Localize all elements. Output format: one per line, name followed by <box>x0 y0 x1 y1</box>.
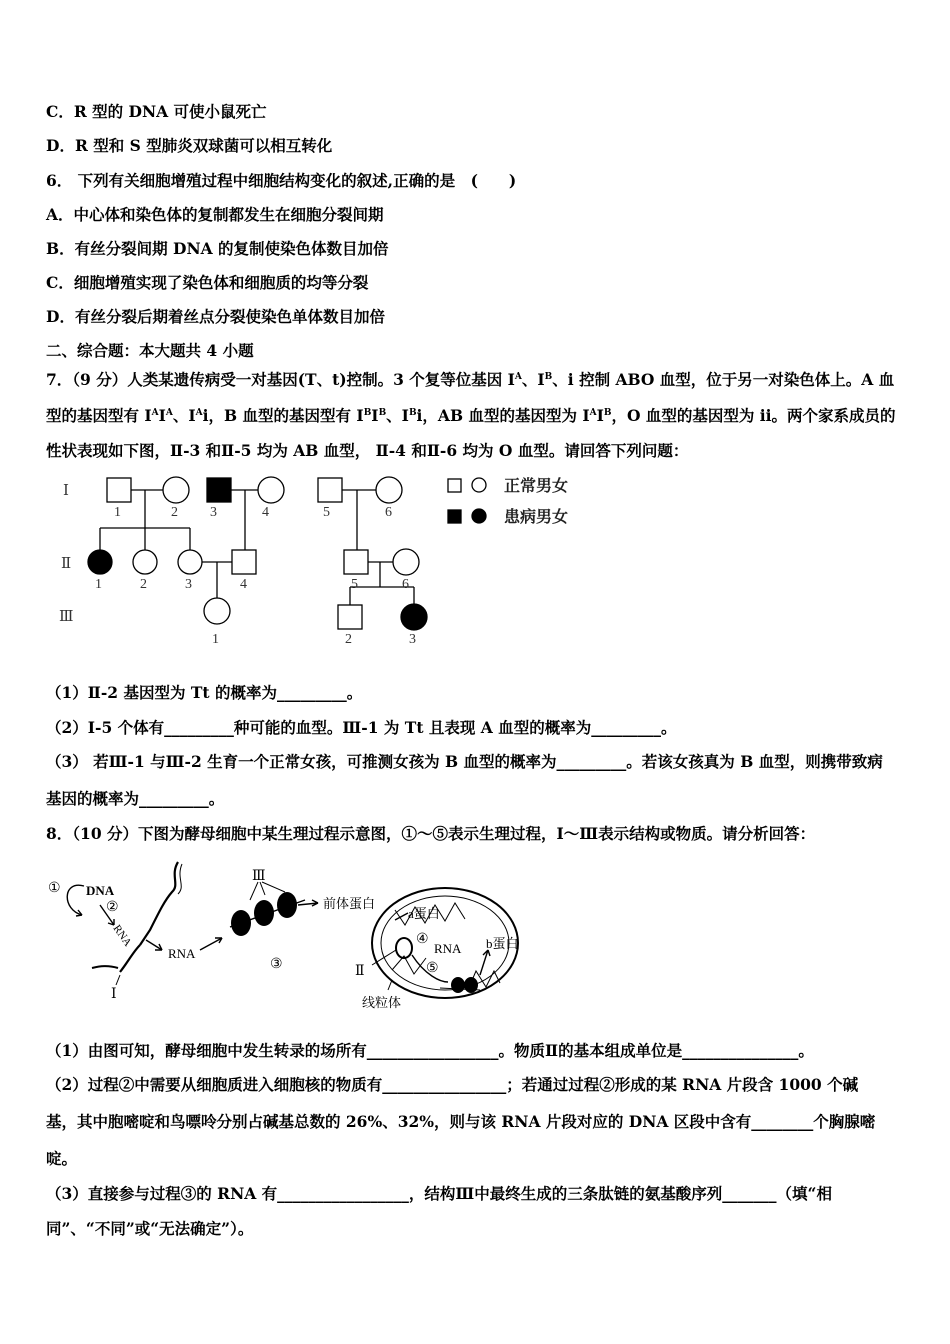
pedigree-II3-female <box>178 550 202 574</box>
label-I6: 6 <box>385 505 392 520</box>
mrna-strand <box>140 862 178 945</box>
process-1-label: ① <box>48 881 61 896</box>
label-II5: 5 <box>351 577 358 592</box>
q8-stem: 8．（10 分）下图为酵母细胞中某生理过程示意图，①～⑤表示生理过程，Ⅰ～Ⅲ表示结构或物质。请分析回答： <box>46 824 816 843</box>
process-3-label: ③ <box>270 957 283 972</box>
q8-sub2-line1: （2）过程②中需要从细胞质进入细胞核的物质有________________；若通过过程②形成的某 RNA 片段含 1000 个碱 <box>46 1075 859 1094</box>
pedigree-I1-male <box>107 478 131 502</box>
label-I4: 4 <box>262 505 269 520</box>
pedigree-I4-female <box>258 477 284 503</box>
q8-sub2-line3: 啶。 <box>46 1149 78 1168</box>
ribosome <box>277 892 297 918</box>
yeast-process-diagram <box>45 855 545 1015</box>
q7-sub3-line1: （3） 若Ⅲ-1 与Ⅲ-2 生育一个正常女孩，可推测女孩为 B 血型的概率为_________。若该女孩真为 B 血型，则携带致病 <box>46 752 883 771</box>
mito-rna-label: RNA <box>434 941 462 956</box>
legend-normal-label: 正常男女 <box>504 478 569 495</box>
pedigree-III3-affected-female <box>401 604 427 630</box>
generation-I-label: Ⅰ <box>63 483 69 499</box>
generation-II-label: Ⅱ <box>61 556 72 572</box>
label-II2: 2 <box>140 577 147 592</box>
q7-line3: 性状表现如下图，Ⅱ-3 和Ⅱ-5 均为 AB 血型， Ⅱ-4 和Ⅱ-6 均为 O 血型。请回答下列问题： <box>46 441 689 460</box>
pedigree-II6-female <box>393 549 419 575</box>
pedigree-II4-male <box>232 550 256 574</box>
process-5-label: ⑤ <box>426 961 439 976</box>
label-III2: 2 <box>345 632 352 647</box>
q7-sub1: （1）Ⅱ-2 基因型为 Tt 的概率为_________。 <box>46 683 363 702</box>
pedigree-II5-male <box>344 550 368 574</box>
q5-option-d: D．R 型和 S 型肺炎双球菌可以相互转化 <box>46 136 333 155</box>
label-I3: 3 <box>210 505 217 520</box>
pedigree-chart <box>50 470 610 655</box>
legend-normal-female-icon <box>472 478 486 492</box>
label-II3: 3 <box>185 577 192 592</box>
q8-sub1: （1）由图可知，酵母细胞中发生转录的场所有_________________。物质Ⅱ的基本组成单位是_______________。 <box>46 1041 814 1060</box>
mito-ribosome <box>451 977 465 993</box>
pedigree-III1-female <box>204 598 230 624</box>
q6-option-c: C．细胞增殖实现了染色体和细胞质的均等分裂 <box>46 273 369 292</box>
substance-II-label: Ⅱ <box>355 964 365 979</box>
label-III3: 3 <box>409 632 416 647</box>
generation-III-label: Ⅲ <box>59 609 74 625</box>
q8-sub3-line1: （3）直接参与过程③的 RNA 有_________________，结构Ⅲ中最终生成的三条肽链的氨基酸序列_______（填“相 <box>46 1184 832 1203</box>
rna-slanted-label: RNA <box>110 922 134 949</box>
q8-sub2-line2: 基，其中胞嘧啶和鸟嘌呤分别占碱基总数的 26%、32%，则与该 RNA 片段对应的 DNA 区段中含有________个胸腺嘧 <box>46 1112 876 1131</box>
replication-loop <box>67 885 84 915</box>
label-I2: 2 <box>171 505 178 520</box>
structure-III-label: Ⅲ <box>252 869 266 884</box>
protein-b-label: b蛋白 <box>486 936 519 951</box>
legend-affected-male-icon <box>448 510 461 523</box>
legend-affected-female-icon <box>472 509 486 523</box>
rna-label: RNA <box>168 946 196 961</box>
protein-a-label: a蛋白 <box>408 906 440 921</box>
pedigree-I5-male <box>318 478 342 502</box>
q6-stem: 6． 下列有关细胞增殖过程中细胞结构变化的叙述,正确的是 ( ) <box>46 171 517 190</box>
mito-ribosome <box>464 977 478 993</box>
pedigree-I6-female <box>376 477 402 503</box>
q7-sub3-line2: 基因的概率为_________。 <box>46 789 225 808</box>
pedigree-II2-female <box>133 550 157 574</box>
q7-sub2: （2）Ⅰ-5 个体有_________种可能的血型。Ⅲ-1 为 Tt 且表现 A 血型的概率为_________。 <box>46 718 677 737</box>
pedigree-III2-male <box>338 605 362 629</box>
q5-option-c: C．R 型的 DNA 可使小鼠死亡 <box>46 102 267 121</box>
q6-option-b: B．有丝分裂间期 DNA 的复制使染色体数目加倍 <box>46 239 389 258</box>
q7-line1: 7．（9 分）人类某遗传病受一对基因(T、t)控制。3 个复等位基因 $I^A$、$I^B$、i 控制 ABO 血型，位于另一对染色体上。A 血 <box>46 370 895 389</box>
pedigree-I2-female <box>163 477 189 503</box>
q6-option-a: A．中心体和染色体的复制都发生在细胞分裂间期 <box>46 205 384 224</box>
legend-normal-male-icon <box>448 479 461 492</box>
label-I5: 5 <box>323 505 330 520</box>
ribosome <box>231 910 251 936</box>
pedigree-I3-affected-male <box>207 478 231 502</box>
q6-option-d: D．有丝分裂后期着丝点分裂使染色单体数目加倍 <box>46 307 385 326</box>
label-II1: 1 <box>95 577 102 592</box>
label-II6: 6 <box>402 577 409 592</box>
process-4-label: ④ <box>416 932 429 947</box>
label-I1: 1 <box>114 505 121 520</box>
mito-dna-ring <box>396 938 412 958</box>
mitochondrion-label: 线粒体 <box>362 995 402 1010</box>
dna-label: DNA <box>86 883 115 898</box>
structure-I-label: Ⅰ <box>111 987 117 1002</box>
legend-affected-label: 患病男女 <box>504 509 569 526</box>
q7-line2: 型的基因型有 $I^AI^A$、$I^Ai$，B 血型的基因型有 $I^BI^B$、$I^Bi$，AB 血型的基因型为 $I^AI^B$，O 血型的基因型为 ii。两个家系成员的 <box>46 406 896 425</box>
precursor-protein-label: 前体蛋白 <box>323 896 376 911</box>
pedigree-II1-affected-female <box>88 550 112 574</box>
label-III1: 1 <box>212 632 219 647</box>
q8-sub3-line2: 同”、“不同”或“无法确定”）。 <box>46 1219 254 1238</box>
ribosome <box>254 900 274 926</box>
process-2-label: ② <box>106 900 119 915</box>
label-II4: 4 <box>240 577 247 592</box>
section-heading: 二、综合题：本大题共 4 小题 <box>46 341 254 360</box>
